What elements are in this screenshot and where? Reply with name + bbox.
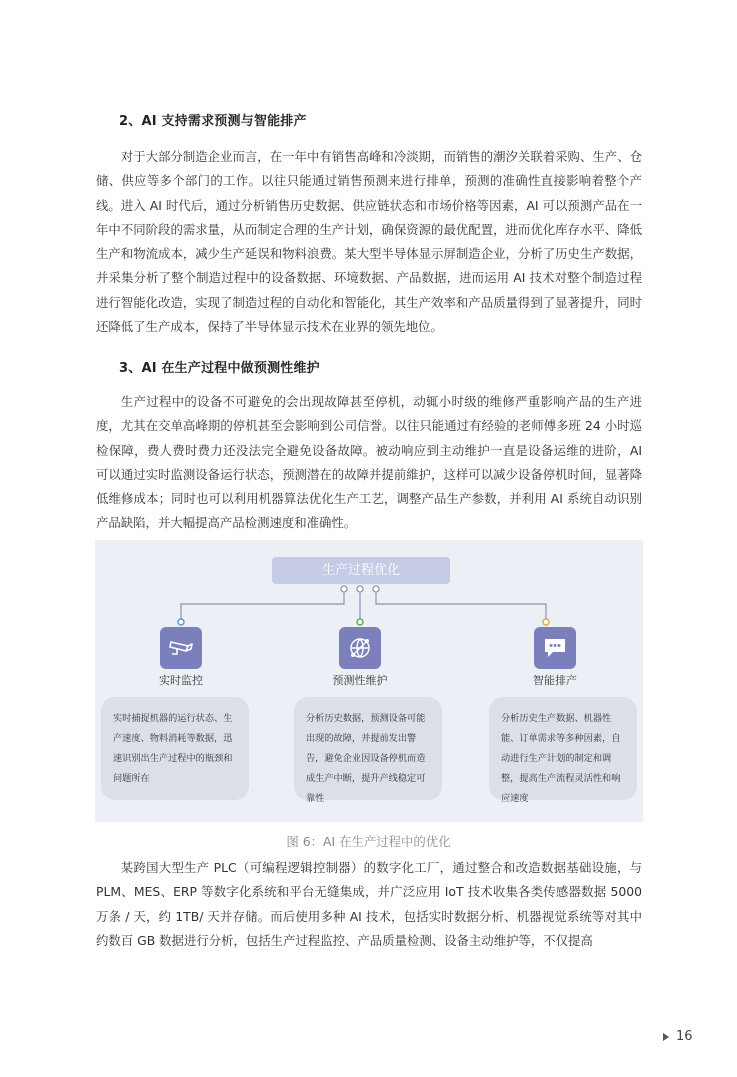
label-realtime-monitoring: 实时监控 (159, 674, 203, 687)
chat-bubble-icon (534, 627, 576, 669)
camera-icon (160, 627, 202, 669)
label-smart-scheduling: 智能排产 (533, 674, 577, 687)
network-globe-icon (339, 627, 381, 669)
card-text: 分析历史数据，预测设备可能出现的故障，并提前发出警告，避免企业因设备停机而造成生产中断，提升产线稳定可靠性 (306, 713, 426, 804)
page-number (663, 1029, 693, 1044)
connector-dot (357, 586, 363, 592)
card-text: 实时捕捉机器的运行状态、生产速度、物料消耗等数据，迅速识别出生产过程中的瓶颈和问题所在 (113, 713, 233, 784)
connector-dot-maintenance (357, 619, 363, 625)
card-smart-scheduling (489, 697, 637, 804)
section3-paragraph: 生产过程中的设备不可避免的会出现故障甚至停机，动辄小时级的维修严重影响产品的生产进度，尤其在交单高峰期的停机甚至会影响到公司信誉。以往只能通过有经验的老师傅多班 24 小时巡检保障，费人费时费力还没法完全避免设备故障。被动响应到主动维护一直是设备运维的进阶，AI 可以通过实时监测设备运行状态，预测潜在的故障并提前維护，这样可以减少设备停机时间，显著降低维修成本；同时也可以利用机器算法优化生产工艺，调整产品生产参数，并利用 AI 系统自动识别产品缺陷，并大幅提高产品检测速度和准确性。 (96, 394, 642, 531)
diagram-connector-lines (95, 540, 643, 640)
connector-dot-scheduling (543, 619, 549, 625)
card-realtime-monitoring (101, 697, 249, 800)
figure-diagram (95, 540, 643, 822)
card-predictive-maintenance (294, 697, 442, 804)
card-text: 分析历史生产数据、机器性能、订单需求等多种因素，自动进行生产计划的制定和调整，提高生产流程灵活性和响应速度 (501, 713, 621, 804)
figure-caption: 图 6：AI 在生产过程中的优化 (286, 834, 451, 849)
section2-paragraph: 对于大部分制造企业而言，在一年中有销售高峰和冷淡期，而销售的潮汐关联着采购、生产、仓储、供应等多个部门的工作。以往只能通过销售预测来进行排单，预测的准确性直接影响着整个产线。进入 AI 时代后，通过分析销售历史数据、供应链状态和市场价格等因素，AI 可以预测产品在一年中不同阶段的需求量，从而制定合理的生产计划，确保资源的最优配置，进而优化库存水平、降低生产和物流成本，减少生产延误和物料浪费。某大型半导体显示屏制造企业，分析了历史生产数据，并采集分析了整个制造过程中的设备数据、环境数据、产品数据，进而运用 AI 技术对整个制造过程进行智能化改造，实现了制造过程的自动化和智能化，其生产效率和产品质量得到了显著提升，同时还降低了生产成本，保持了半导体显示技术在业界的领先地位。 (96, 149, 642, 335)
label-predictive-maintenance: 预测性维护 (332, 674, 388, 687)
section4-paragraph: 某跨国大型生产 PLC（可编程逻辑控制器）的数字化工厂，通过整合和改造数据基础设施，与 PLM、MES、ERP 等数字化系统和平台无缝集成，并广泛应用 IoT 技术收集各类传感器数据 5000 万条 / 天，约 1TB/ 天并存储。而后使用多种 AI 技术，包括实时数据分析、机器视觉系统等对其中约数百 GB 数据进行分析，包括生产过程监控、产品质量检测、设备主动维护等，不仅提高 (96, 860, 642, 948)
diagram-title: 生产过程优化 (272, 557, 450, 584)
triangle-marker-icon (663, 1033, 669, 1041)
section3-heading: 3、AI 在生产过程中做预测性维护 (119, 361, 320, 376)
page-number-text: 16 (676, 1029, 693, 1044)
section2-heading: 2、AI 支持需求预测与智能排产 (119, 114, 307, 129)
connector-dot-monitoring (178, 619, 184, 625)
connector-dot (373, 586, 379, 592)
connector-dot (341, 586, 347, 592)
